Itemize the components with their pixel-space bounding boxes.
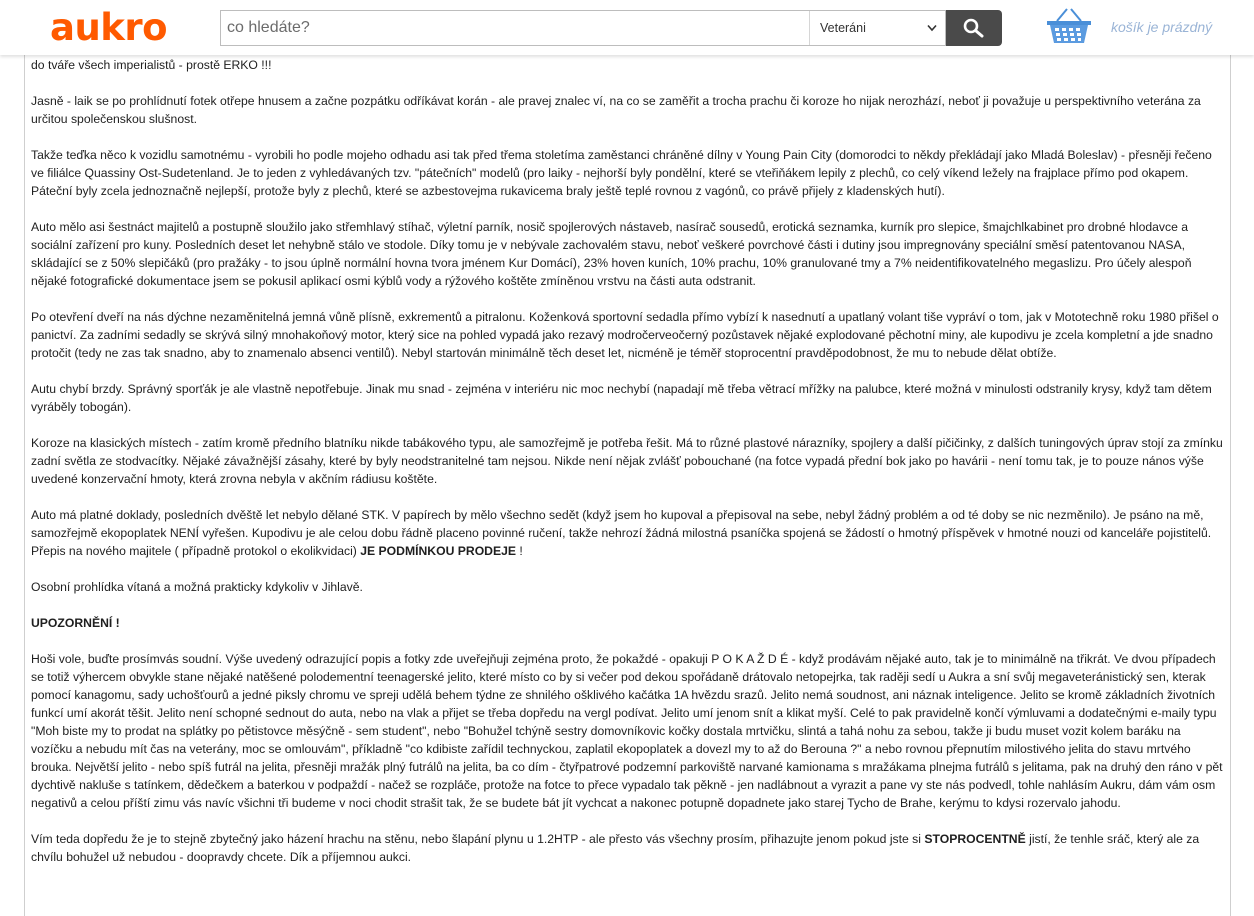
description-paragraph — [31, 830, 1225, 866]
search-bar — [220, 10, 946, 46]
paragraph-text: Vím teda dopředu že je to stejně zbytečný jako házení hrachu na stěnu, nebo šlapání plynu u 1.2HTP - ale přesto vás všechny prosím, přihazujte jenom pokud jste si — [31, 832, 921, 846]
description-paragraph: do tváře všech imperialistů - prostě ERKO !!! — [31, 58, 272, 72]
cart-status[interactable]: košík je prázdný — [1111, 19, 1213, 35]
search-button[interactable] — [946, 10, 1002, 46]
paragraph-text: Auto má platné doklady, posledních dvěště let nebylo dělané STK. V papírech by mělo všechno sedět (když jsem ho kupoval a přepisoval na sebe, nebyl žádný problém a od té doby se nic nezměnilo). Je psáno na mě, samozřejmě ekopoplatek NENÍ vyřešen. Kupodivu je ale celou dobu řádně placeno povinné ručení, takže nehrozí žádná milostná psaníčka spojená se žádostí o hmotný příspěvek v hmotné nouzi od kanceláře pojistitelů. Přepis na nového majitele ( případně protokol o ekolikvidaci) — [31, 508, 1212, 558]
search-icon — [963, 18, 985, 38]
chevron-down-icon — [927, 24, 937, 32]
emphasis-text: JE PODMÍNKOU PRODEJE — [360, 544, 517, 558]
site-header — [0, 0, 1254, 55]
paragraph-text: ! — [516, 544, 523, 558]
emphasis-text: STOPROCENTNĚ — [924, 832, 1026, 846]
description-paragraph: Takže teďka něco k vozidlu samotnému - vyrobili ho podle mojeho odhadu asi tak před třema stoletíma zaměstanci chráněné dílny v Young Pain City (domorodci to někdy překládají jako Mladá Boleslav) - přesněji řečeno ve filiálce Quassiny Ost-Sudetenland. Je to jeden z vyhledávaných tzv. "pátečních" modelů (pro laiky - nejhorší byly pondělní, které se vteřiňákem lepily z plechů, co celý víkend ležely na frajplace přímo pod okapem. Páteční byly zcela jednoznačně nejlepší, protože byly z plechů, které se azbestovejma rukavicema braly ještě teplé rovnou z vagónů, co právě přijely z kladenských hutí). — [31, 148, 1212, 198]
paragraph-text: jistí, že tenhle sráč, který ale za chvílu bohužel už nebudou - doopravdy chcete. Dík a příjemnou aukci. — [31, 832, 1200, 864]
description-paragraph: Auto mělo asi šestnáct majitelů a postupně sloužilo jako střemhlavý stíhač, výletní parník, nosič spojlerových nástaveb, nasírač sousedů, erotická seznamka, kurník pro slepice, šmajchlkabinet pro drobné hlodavce a sociální zařízení pro kuny. Posledních deset let nehybně stálo ve stodole. Díky tomu je v nebývale zachovalém stavu, neboť veškeré povrchové části i dutiny jsou impregnovány speciální směsí patentovanou NASA, skládající se z 50% slepičáků (pro pražáky - to jsou úplně normální hovna tvora jménem Kur Domácí), 23% hoven kuních, 10% prachu, 10% granulované tmy a 7% neidentifikovatelného megaslizu. Pro účely alespoň nějaké fotografické dokumentace jsem se pokusil aplikací osmi kýblů vody a rýžového koštěte zmíněnou vrstvu na části auta odstranit. — [31, 220, 1192, 288]
description-paragraph: Jasně - laik se po prohlídnutí fotek otřepe hnusem a začne pozpátku odříkávat korán - ale pravej znalec ví, na co se zaměřit a trocha prachu či koroze ho nijak nerozhází, neboť ji považuje u perspektivního veterána za určitou společenskou slušnost. — [31, 94, 1201, 126]
category-label: Veteráni — [820, 21, 866, 35]
description-paragraph: Po otevření dveří na nás dýchne nezaměnitelná jemná vůně plísně, exkrementů a pitralonu. Koženková sportovní sedadla přímo vybízí k nasednutí a upatlaný volant tiše vypráví o tom, jak v Mototechně roku 1980 přišel o panictví. Za zadními sedadly se skrývá silný mnohakoňový motor, který sice na pohled vypadá jako rezavý modročerveočerný pozůstavek nějaké explodované pěchotní miny, ale kupodivu je zcela kompletní a jde snadno protočit (tedy ne zas tak snadno, aby to znamenalo absenci ventilů). Nebyl startován minimálně těch deset let, nicméně je téměř stoprocentní pravděpodobnost, že mu to nebude dělat obtíže. — [31, 310, 1219, 360]
description-paragraph: Koroze na klasických místech - zatím kromě předního blatníku nikde tabákového typu, ale samozřejmě je potřeba řešit. Má to různé plastové nárazníky, spojlery a další pičičinky, z dalších tuningových úprav stojí za zmínku zadní světla ze stodvacítky. Nějaké závažnější zásahy, které by byly neodstranitelné tam nejsou. Nikde není nějak zvlášť pobouchané (na fotce vypadá přední bok jako po havárii - není tomu tak, je to pouze nános výše uvedené konzervační hmoty, která zrovna nebyla v akčním rádiusu koštěte. — [31, 436, 1223, 486]
warning-heading: UPOZORNĚNÍ ! — [31, 616, 120, 630]
aukro-logo[interactable]: aukro — [50, 6, 168, 49]
description-paragraph: Osobní prohlídka vítaná a možná prakticky kdykoliv v Jihlavě. — [31, 580, 363, 594]
description-body — [25, 36, 1225, 866]
category-select[interactable] — [809, 11, 945, 45]
description-paragraph — [31, 506, 1225, 560]
search-input[interactable] — [221, 11, 807, 45]
listing-description — [24, 36, 1231, 916]
description-paragraph: Autu chybí brzdy. Správný sporťák je ale vlastně nepotřebuje. Jinak mu snad - zejména v interiéru nic moc nechybí (napadají mě třeba větrací mřížky na palubce, které možná v minulosti odstranily krysy, když tam dětem vyráběly tobogán). — [31, 382, 1212, 414]
basket-icon[interactable] — [1045, 7, 1093, 45]
description-paragraph: Hoši vole, buďte prosímvás soudní. Výše uvedený odrazující popis a fotky zde uveřejňuji zejména proto, že pokaždé - opakuji P O K A Ž D É - když prodávám nějaké auto, tak je to minimálně na třikrát. Ve dvou případech se totiž výhercem obvykle stane nějaké natěšené polodementní teenagerské jelito, které místo co by si večer pod dekou spořádaně drátovalo netopejrka, tak raději sedí u Aukra a sní svůj megaveteránistický sen, kterak pomocí kanagomu, sady uchošťourů a jedné piksly chromu ve spreji udělá behem týdne ze shnilého ošklivého kačátka 1A hvězdu srazů. Jelito nemá soudnost, ani náznak inteligence. Jelito se kromě základních životních funkcí umí akorát těšit. Jelito není schopné sednout do auta, nebo na vlak a přijet se třeba dopředu na vergl podívat. Jelito umí jenom snít a klikat myší. Celé to pak pravidelně končí výmluvami a dodatečnými e-maily typu "Moh biste my to prodat na splátky po pětistovce měsýčně - sem student", nebo "Bohužel tchýně sestry domovníkovic kočky dostala mrtvičku, slintá a tahá nohu za sebou, takže ji budu muset vozit kolem baráku na vozíčku a nebudu mít čas na veterány, moc se omlouvám", příkladně "co kdibiste zařídil technyckou, zaplatil ekopoplatek a dovezl my to až do Berouna ?" a nebo rovnou přepnutím milostivého jelita do stavu mrtvého brouka. Největší jelito - nebo spíš futrál na jelita, přesněji mražák plný futrálů na jelita, ba co dím - čtyřpatrové podzemní parkoviště narvané kamionama s mražákama plnejma futrálů s jelitama, pak na druhý den ráno v pět dychtivě nakluše s tatínkem, dědečkem a baterkou v podpaždí - načež se rozpláče, protože na fotce to přece vypadalo tak pěkně - jen nadlábnout a vyrazit a pane vy ste nás podvedl, tohle nahlásím Aukru, dám vám osm negativů a celou příští zimu vás navíc všichni tři budeme v noci chodit strašit tak, že se budete bát jít vychcat a nakonec potupně dopadnete jako starej Tycho de Brahe, kerýmu to kdysi rozervalo jahodu. — [31, 652, 1223, 810]
